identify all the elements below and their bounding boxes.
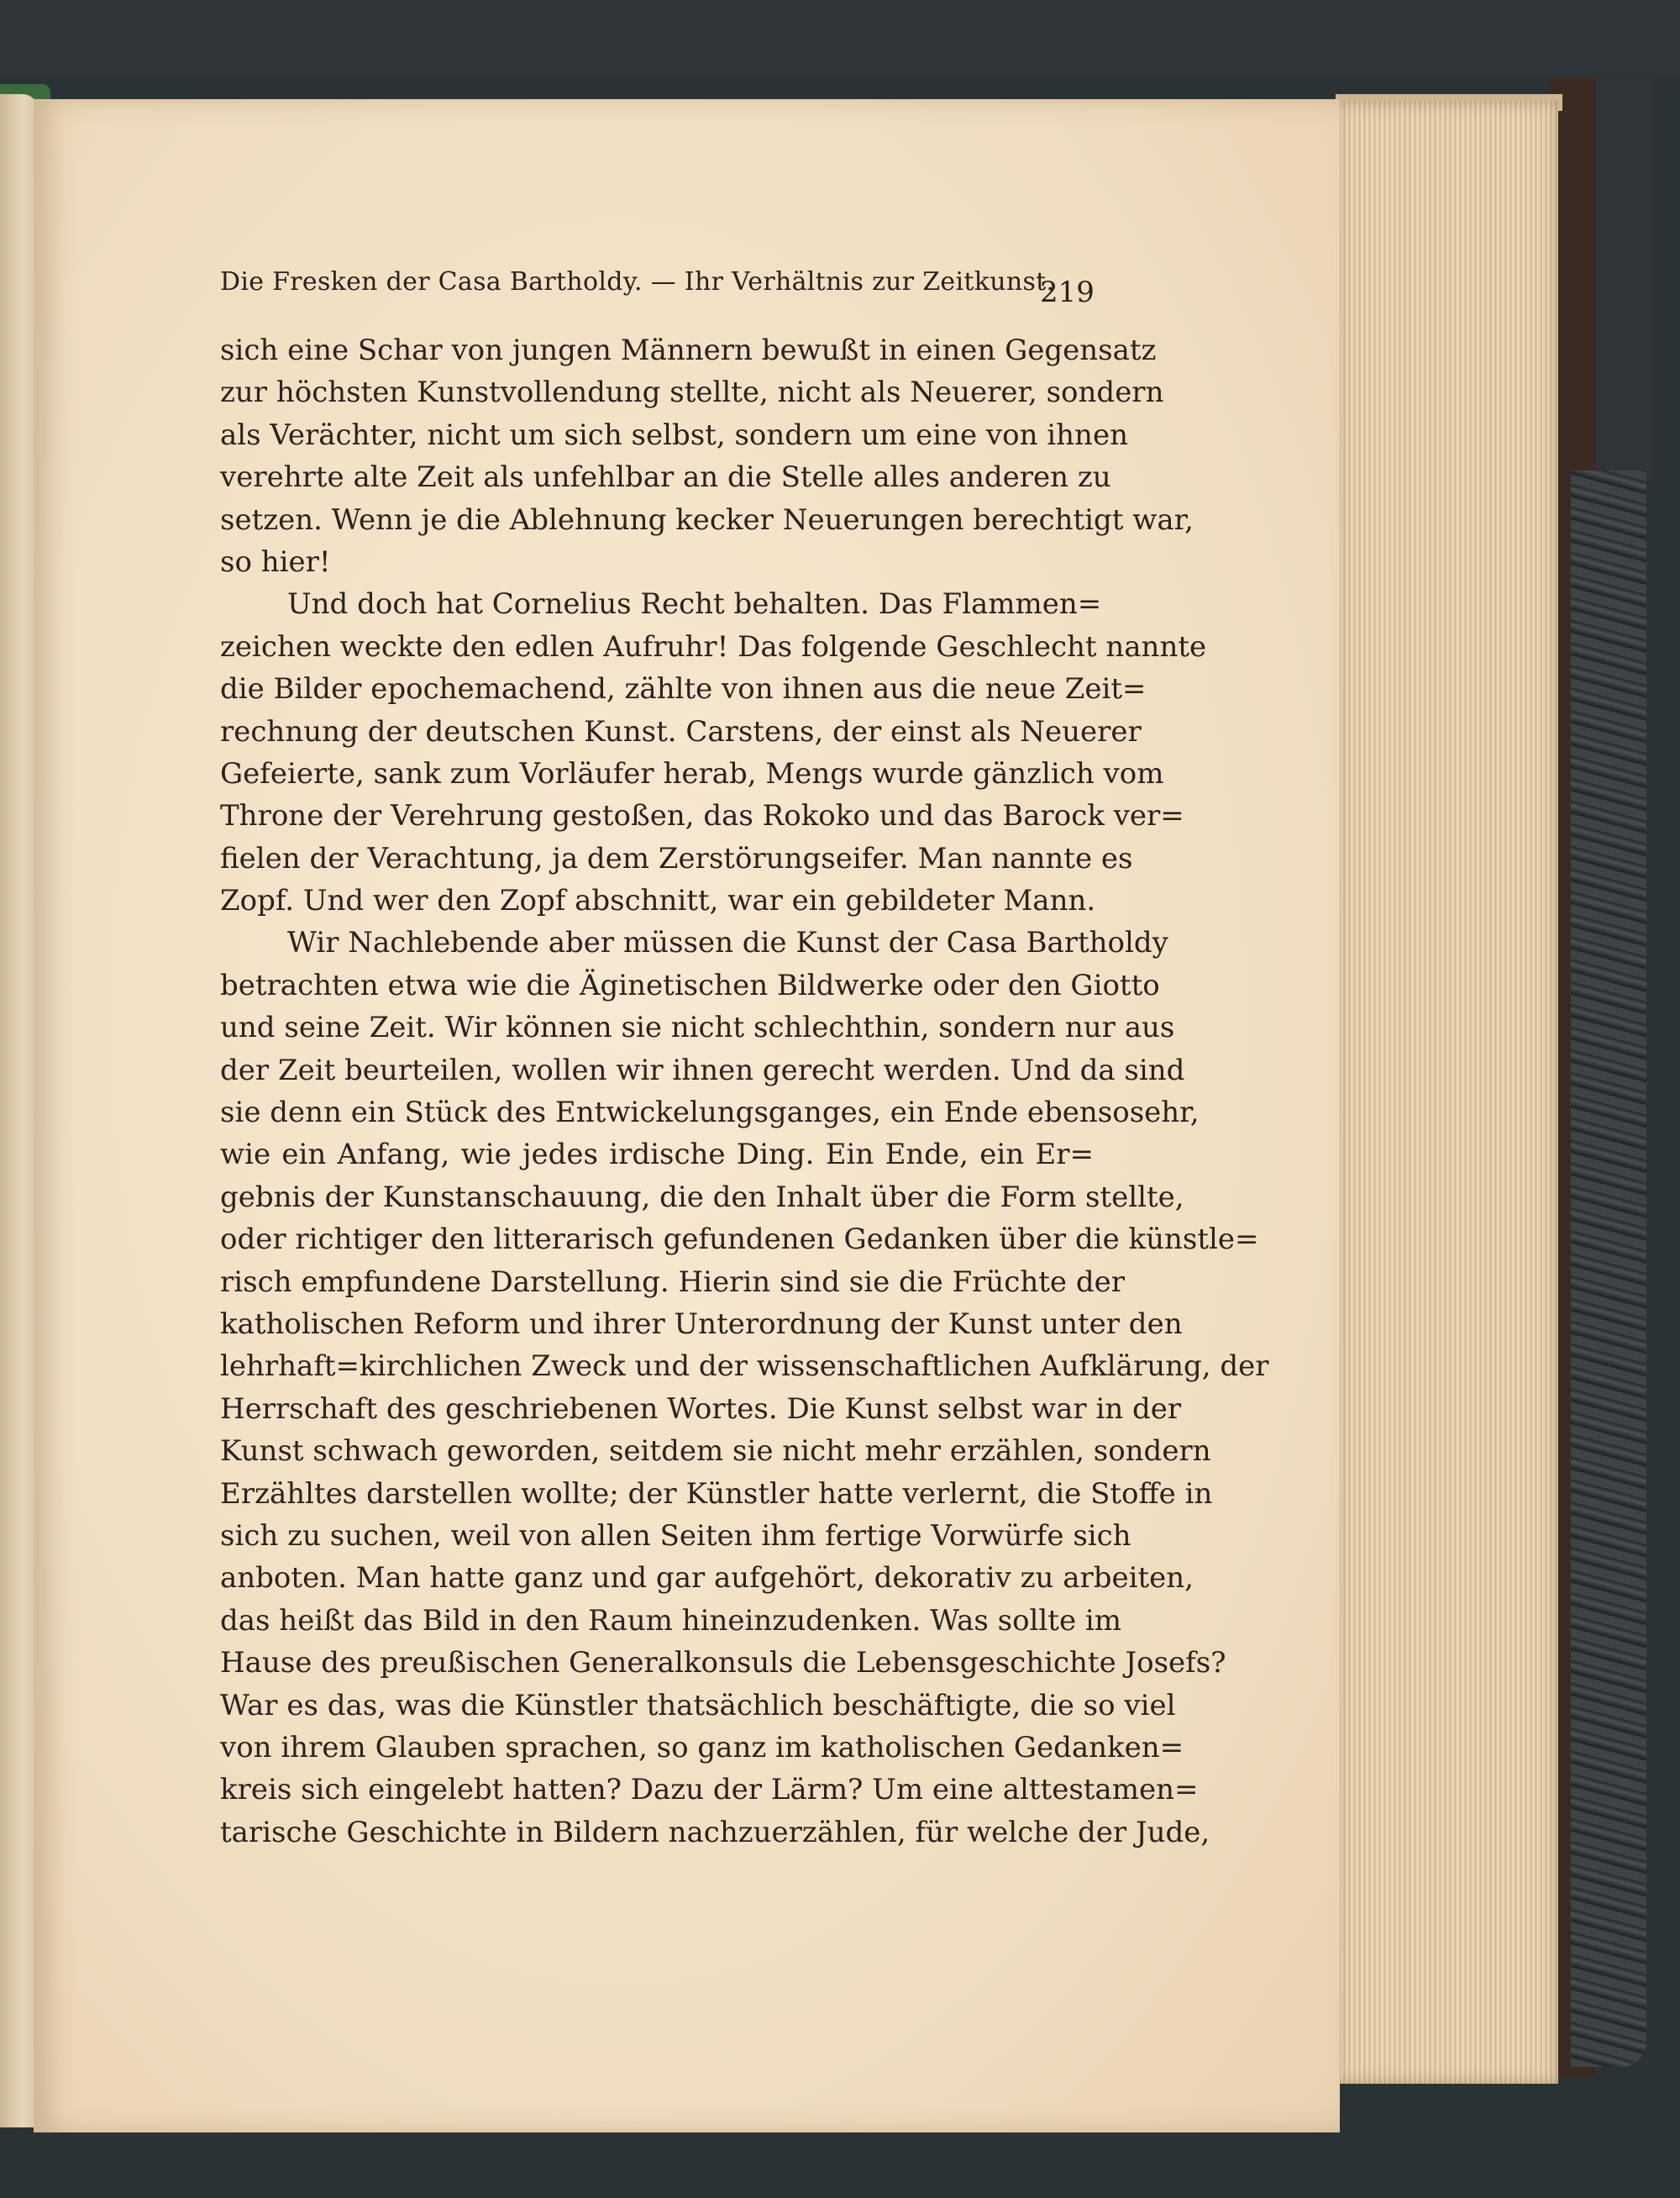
text-line: das heißt das Bild in den Raum hineinzudenken. Was sollte im: [220, 1603, 1122, 1638]
text-line: anboten. Man hatte ganz und gar aufgehört, dekorativ zu arbeiten,: [220, 1561, 1194, 1596]
text-line: wie ein Anfang, wie jedes irdische Ding. Ein Ende, ein Er=: [220, 1138, 1094, 1172]
text-line: Throne der Verehrung gestoßen, das Rokoko und das Barock ver=: [220, 799, 1184, 833]
text-line: die Bilder epochemachend, zählte von ihnen aus die neue Zeit=: [220, 672, 1147, 707]
text-line: kreis sich eingelebt hatten? Dazu der Lärm? Um eine alttestamen=: [220, 1773, 1199, 1807]
text-line: zur höchsten Kunstvollendung stellte, nicht als Neuerer, sondern: [220, 376, 1164, 410]
text-line: oder richtiger den litterarisch gefundenen Gedanken über die künstle=: [220, 1223, 1259, 1257]
text-line: Kunst schwach geworden, seitdem sie nicht mehr erzählen, sondern: [220, 1434, 1211, 1469]
text-line: rechnung der deutschen Kunst. Carstens, der einst als Neuerer: [220, 714, 1142, 749]
text-line: zeichen weckte den edlen Aufruhr! Das folgende Geschlecht nannte: [220, 629, 1207, 664]
background: [0, 0, 1680, 76]
text-line: setzen. Wenn je die Ablehnung kecker Neuerungen berechtigt war,: [220, 502, 1194, 537]
text-line: Zopf. Und wer den Zopf abschnitt, war ein gebildeter Mann.: [220, 884, 1096, 918]
text-line: tarische Geschichte in Bildern nachzuerzählen, für welche der Jude,: [220, 1815, 1210, 1849]
text-line: Gefeierte, sank zum Vorläufer herab, Mengs wurde gänzlich vom: [220, 756, 1164, 791]
text-line: als Verächter, nicht um sich selbst, sondern um eine von ihnen: [220, 418, 1128, 452]
text-line: verehrte alte Zeit als unfehlbar an die Stelle alles anderen zu: [220, 460, 1111, 495]
text-line: sich eine Schar von jungen Männern bewußt in einen Gegensatz: [220, 334, 1157, 367]
text-line: sie denn ein Stück des Entwickelungsganges, ein Ende ebensosehr,: [220, 1096, 1200, 1130]
text-line: betrachten etwa wie die Äginetischen Bildwerke oder den Giotto: [220, 968, 1160, 1002]
text-line: und seine Zeit. Wir können sie nicht schlechthin, sondern nur aus: [220, 1011, 1175, 1045]
running-header: Die Fresken der Casa Bartholdy. — Ihr Verhältnis zur Zeitkunst.: [220, 267, 1055, 297]
text-line: War es das, was die Künstler thatsächlich beschäftigte, die so viel: [220, 1688, 1176, 1722]
text-line: Und doch hat Cornelius Recht behalten. Das Flammen=: [287, 587, 1102, 622]
text-line: Erzähltes darstellen wollte; der Künstler hatte verlernt, die Stoffe in: [220, 1476, 1213, 1511]
body-text: [220, 329, 1269, 1854]
text-line: Hause des preußischen Generalkonsuls die Lebensgeschichte Josefs?: [220, 1646, 1226, 1680]
text-line: der Zeit beurteilen, wollen wir ihnen gerecht werden. Und da sind: [220, 1053, 1185, 1087]
text-line: risch empfundene Darstellung. Hierin sind sie die Früchte der: [220, 1265, 1125, 1299]
text-line: katholischen Reform und ihrer Unterordnung der Kunst unter den: [220, 1307, 1183, 1341]
text-line: Wir Nachlebende aber müssen die Kunst der Casa Bartholdy: [287, 926, 1168, 960]
page-block-edges: [1336, 101, 1558, 2084]
page-number: 219: [1040, 276, 1095, 309]
text-line: gebnis der Kunstanschauung, die den Inhalt über die Form stellte,: [220, 1180, 1184, 1214]
text-line: fielen der Verachtung, ja dem Zerstörungseifer. Man nannte es: [220, 841, 1133, 876]
text-line: sich zu suchen, weil von allen Seiten ihm fertige Vorwürfe sich: [220, 1518, 1131, 1553]
text-line: so hier!: [220, 544, 331, 579]
text-line: von ihrem Glauben sprachen, so ganz im katholischen Gedanken=: [220, 1730, 1184, 1764]
text-line: Herrschaft des geschriebenen Wortes. Die Kunst selbst war in der: [220, 1391, 1182, 1426]
book-binding-texture: [1571, 471, 1646, 2067]
previous-page-edge: [0, 94, 38, 2127]
text-line: lehrhaft=kirchlichen Zweck und der wissenschaftlichen Aufklärung, der: [220, 1349, 1269, 1384]
